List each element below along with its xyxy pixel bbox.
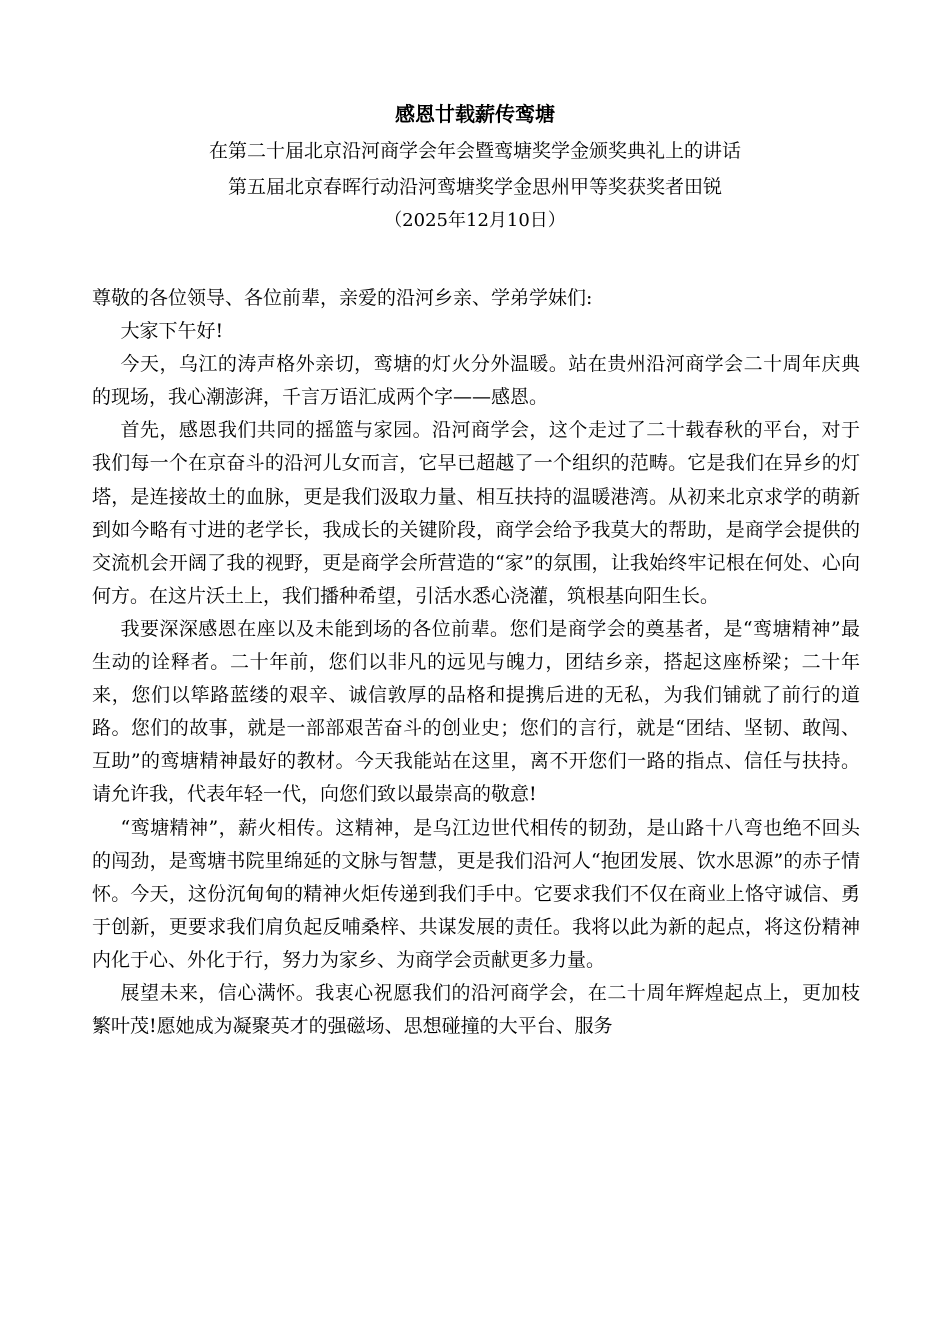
salutation: 尊敬的各位领导、各位前辈，亲爱的沿河乡亲、学弟学妹们: bbox=[92, 287, 593, 309]
document-subtitle-occasion: 在第二十届北京沿河商学会年会暨鸾塘奖学金颁奖典礼上的讲话 bbox=[208, 140, 741, 162]
speech-body bbox=[92, 282, 860, 1043]
paragraph: 今天，乌江的涛声格外亲切，鸾塘的灯火分外温暖。站在贵州沿河商学会二十周年庆典的现场，我心潮澎湃，千言万语汇成两个字——感恩。 bbox=[92, 353, 860, 409]
document-subtitle-speaker: 第五届北京春晖行动沿河鸾塘奖学金思州甲等奖获奖者田锐 bbox=[227, 176, 722, 198]
document-title: 感恩廿载薪传鸾塘 bbox=[395, 102, 555, 126]
paragraph: 我要深深感恩在座以及未能到场的各位前辈。您们是商学会的奠基者，是“鸾塘精神”最生动的诠释者。二十年前，您们以非凡的远见与魄力，团结乡亲，搭起这座桥梁；二十年来，您们以筚路蓝缕的艰辛、诚信敦厚的品格和提携后进的无私，为我们铺就了前行的道路。您们的故事，就是一部部艰苦奋斗的创业史；您们的言行，就是“团结、坚韧、敢闯、互助”的鸾塘精神最好的教材。今天我能站在这里，离不开您们一路的指点、信任与扶持。请允许我，代表年轻一代，向您们致以最崇高的敬意! bbox=[92, 617, 860, 806]
document-date: （2025年12月10日） bbox=[384, 210, 566, 231]
greeting: 大家下午好! bbox=[120, 320, 224, 343]
paragraph: 展望未来，信心满怀。我衷心祝愿我们的沿河商学会，在二十周年辉煌起点上，更加枝繁叶茂!愿她成为凝聚英才的强磁场、思想碰撞的大平台、服务 bbox=[92, 981, 860, 1038]
paragraph: “鸾塘精神”，薪火相传。这精神，是乌江边世代相传的韧劲，是山路十八弯也绝不回头的闯劲，是鸾塘书院里绵延的文脉与智慧，更是我们沿河人“抱团发展、饮水思源”的赤子情怀。今天，这份沉甸甸的精神火炬传递到我们手中。它要求我们不仅在商业上恪守诚信、勇于创新，更要求我们肩负起反哺桑梓、共谋发展的责任。我将以此为新的起点，将这份精神内化于心、外化于行，努力为家乡、为商学会贡献更多力量。 bbox=[92, 816, 860, 971]
paragraph: 首先，感恩我们共同的摇篮与家园。沿河商学会，这个走过了二十载春秋的平台，对于我们每一个在京奋斗的沿河儿女而言，它早已超越了一个组织的范畴。它是我们在异乡的灯塔，是连接故土的血脉，更是我们汲取力量、相互扶持的温暖港湾。从初来北京求学的萌新到如今略有寸进的老学长，我成长的关键阶段，商学会给予我莫大的帮助，是商学会提供的交流机会开阔了我的视野，更是商学会所营造的“家”的氛围，让我始终牢记根在何处、心向何方。在这片沃土上，我们播种希望，引活水悉心浇灌，筑根基向阳生长。 bbox=[92, 419, 860, 607]
